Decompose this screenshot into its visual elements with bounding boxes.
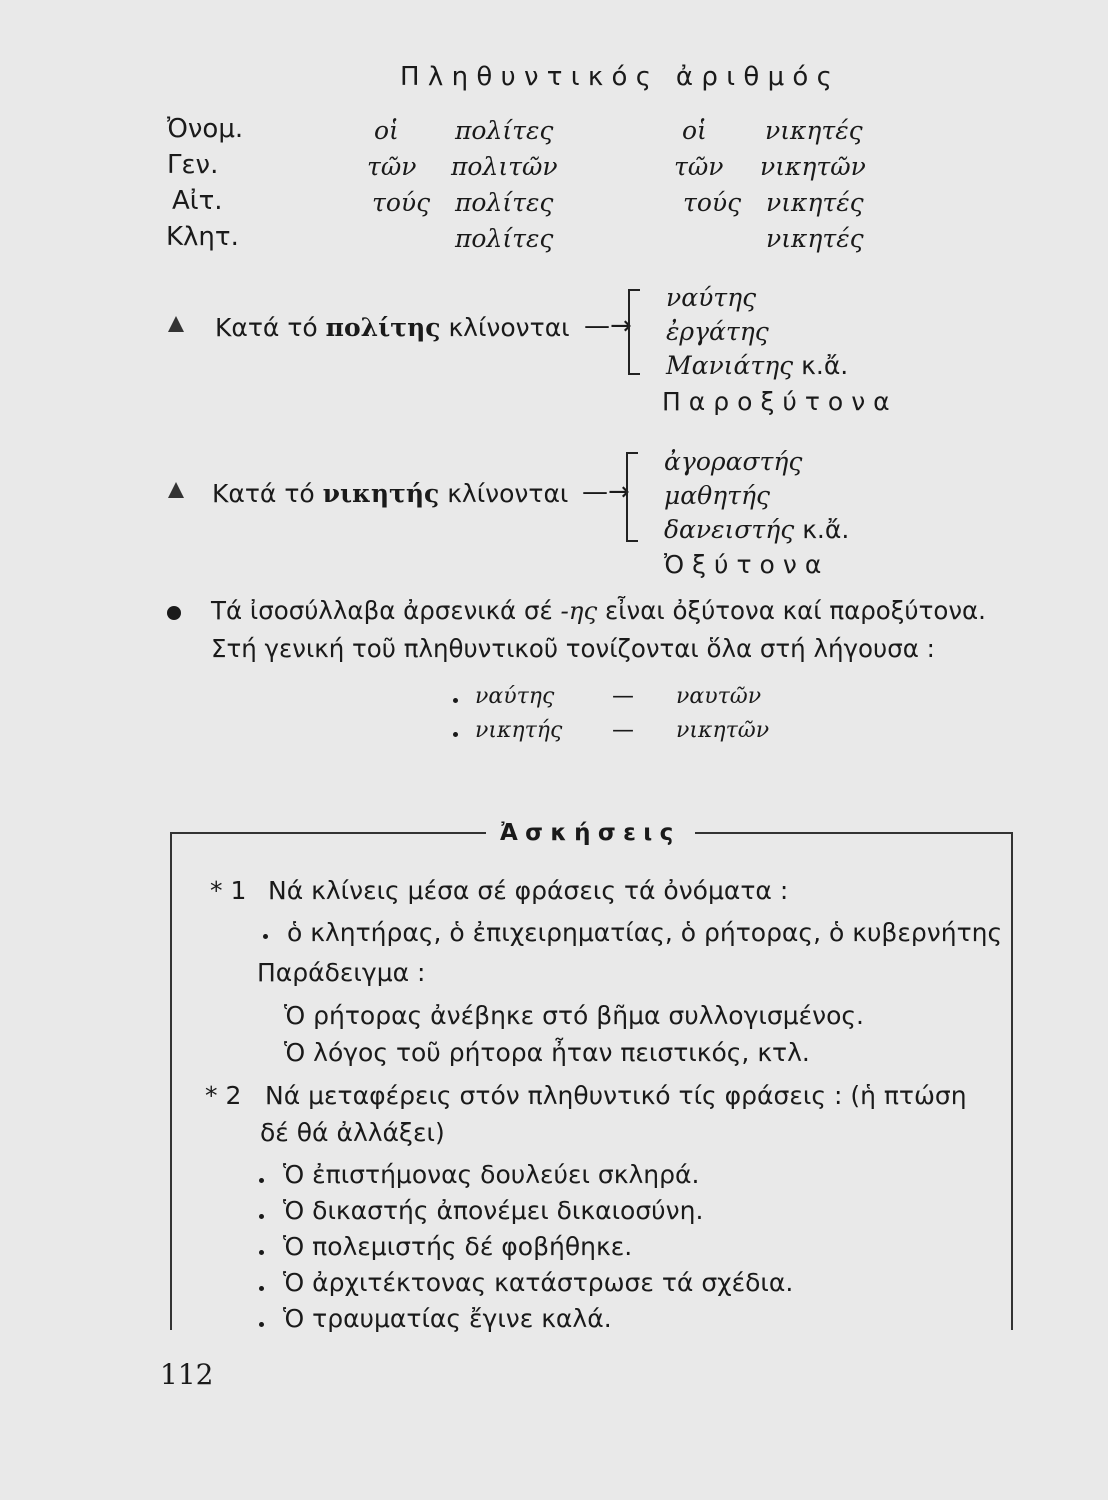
note-line bbox=[211, 596, 986, 625]
plural-form: ναυτῶν bbox=[676, 684, 762, 709]
article: τούς bbox=[372, 188, 431, 217]
noun-form: νικητῶν bbox=[760, 152, 866, 181]
article: τούς bbox=[683, 188, 742, 217]
right-arrow-icon: —→ bbox=[584, 311, 632, 341]
bracket bbox=[628, 289, 640, 375]
bullet-dot-icon bbox=[259, 1286, 264, 1291]
singular-form: νικητής bbox=[475, 718, 563, 743]
exercise-marker: * 1 bbox=[210, 876, 247, 905]
example-sentence: Ὁ λόγος τοῦ ρήτορα ἦταν πειστικός, κτλ. bbox=[284, 1038, 810, 1067]
note-text: Τά ἰσοσύλλαβα ἀρσενικά σέ bbox=[211, 596, 553, 625]
exercise-instruction: Νά κλίνεις μέσα σέ φράσεις τά ὀνόματα : bbox=[268, 876, 789, 905]
noun-form: πολίτες bbox=[455, 224, 554, 253]
abbreviation: κ.ἄ. bbox=[802, 515, 850, 544]
dash: — bbox=[612, 684, 634, 709]
noun-form: νικητές bbox=[766, 224, 864, 253]
bullet-dot-icon bbox=[453, 732, 458, 737]
bullet-dot-icon bbox=[259, 1250, 264, 1255]
noun-form: πολίτες bbox=[455, 116, 554, 145]
accent-label: Ὀξύτονα bbox=[664, 550, 830, 579]
bullet-dot-icon bbox=[259, 1322, 264, 1327]
case-label: Κλητ. bbox=[166, 222, 239, 252]
rule-suffix: κλίνονται bbox=[448, 313, 570, 342]
example-word: μαθητής bbox=[664, 481, 770, 510]
case-label: Αἰτ. bbox=[172, 186, 223, 216]
bullet-dot-icon bbox=[259, 1178, 264, 1183]
dash: — bbox=[612, 718, 634, 743]
accent-label: Παροξύτονα bbox=[662, 387, 898, 416]
page-number: 112 bbox=[160, 1358, 214, 1391]
rule-prefix: Κατά τό bbox=[215, 313, 318, 342]
triangle-bullet-icon bbox=[168, 316, 184, 332]
exercise-marker: * 2 bbox=[205, 1081, 242, 1110]
bracket bbox=[626, 452, 638, 542]
example-word: δανειστής bbox=[664, 515, 795, 544]
example-label: Παράδειγμα : bbox=[257, 958, 426, 987]
exercise-sentence: Ὁ ἀρχιτέκτονας κατάστρωσε τά σχέδια. bbox=[283, 1268, 794, 1297]
exercises-title: Ἀσκήσεις bbox=[486, 820, 695, 846]
section-heading: Πληθυντικός ἀριθμός bbox=[400, 62, 841, 92]
note-text: εἶναι ὀξύτονα καί παροξύτονα. bbox=[605, 596, 986, 625]
triangle-bullet-icon bbox=[168, 482, 184, 498]
rule-text bbox=[215, 313, 570, 342]
exercise-instruction: δέ θά ἀλλάξει) bbox=[260, 1118, 445, 1147]
exercise-sentence: Ὁ ἐπιστήμονας δουλεύει σκληρά. bbox=[283, 1160, 700, 1189]
note-suffix: -ης bbox=[560, 596, 598, 625]
bullet-dot-icon bbox=[167, 606, 181, 620]
noun-form: πολιτῶν bbox=[451, 152, 558, 181]
example-word: ναύτης bbox=[666, 283, 757, 312]
case-label: Γεν. bbox=[167, 150, 219, 180]
exercise-sentence: Ὁ τραυματίας ἔγινε καλά. bbox=[283, 1304, 612, 1333]
example-word: Μανιάτης bbox=[666, 351, 794, 380]
rule-prefix: Κατά τό bbox=[212, 479, 315, 508]
rule-suffix: κλίνονται bbox=[447, 479, 569, 508]
example-sentence: Ὁ ρήτορας ἀνέβηκε στό βῆμα συλλογισμένος. bbox=[284, 1001, 864, 1030]
bullet-dot-icon bbox=[259, 1214, 264, 1219]
bullet-dot-icon bbox=[263, 934, 268, 939]
abbreviation: κ.ἄ. bbox=[801, 351, 849, 380]
article: οἱ bbox=[682, 116, 707, 145]
right-arrow-icon: —→ bbox=[582, 477, 630, 507]
article: τῶν bbox=[674, 152, 724, 181]
rule-model-word: νικητής bbox=[322, 479, 440, 508]
note-line: Στή γενική τοῦ πληθυντικοῦ τονίζονται ὅλα στή λήγουσα : bbox=[211, 634, 935, 663]
rule-text bbox=[212, 479, 568, 508]
exercise-words: ὁ κλητήρας, ὁ ἐπιχειρηματίας, ὁ ρήτορας, ὁ κυβερνήτης bbox=[287, 918, 1003, 947]
exercise-sentence: Ὁ πολεμιστής δέ φοβήθηκε. bbox=[283, 1232, 633, 1261]
bullet-dot-icon bbox=[453, 698, 458, 703]
article: τῶν bbox=[367, 152, 417, 181]
exercise-sentence: Ὁ δικαστής ἀπονέμει δικαιοσύνη. bbox=[283, 1196, 704, 1225]
article: οἱ bbox=[374, 116, 399, 145]
rule-model-word: πολίτης bbox=[325, 313, 441, 342]
noun-form: νικητές bbox=[765, 116, 863, 145]
noun-form: νικητές bbox=[766, 188, 864, 217]
example-word: ἀγοραστής bbox=[664, 447, 803, 476]
example-word: ἐργάτης bbox=[666, 317, 769, 346]
case-label: Ὀνομ. bbox=[167, 114, 244, 144]
noun-form: πολίτες bbox=[455, 188, 554, 217]
plural-form: νικητῶν bbox=[676, 718, 770, 743]
singular-form: ναύτης bbox=[475, 684, 555, 709]
exercise-instruction: Νά μεταφέρεις στόν πληθυντικό τίς φράσεις : (ἡ πτώση bbox=[265, 1081, 967, 1110]
